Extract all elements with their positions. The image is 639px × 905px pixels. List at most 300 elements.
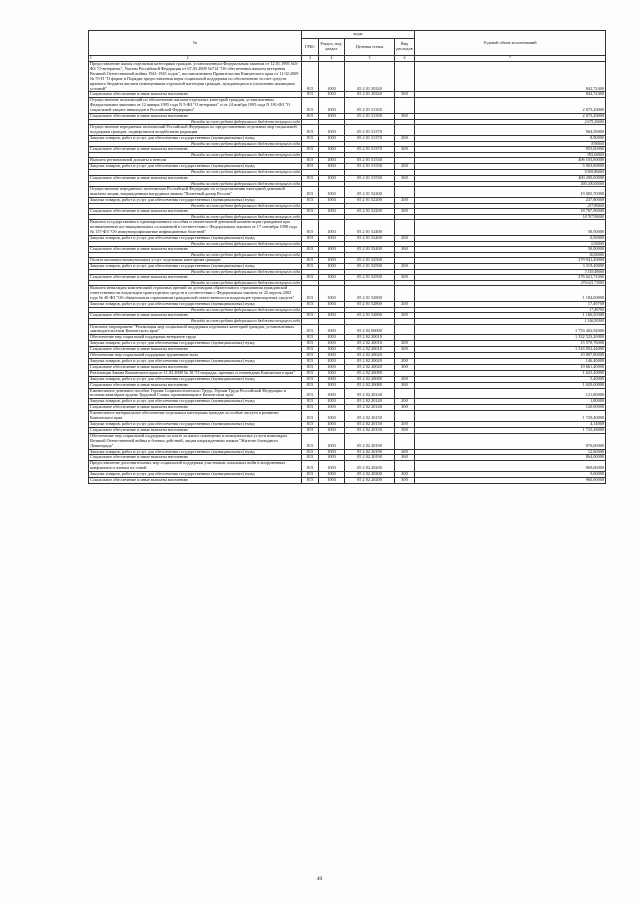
- page-number: 40: [316, 876, 323, 882]
- row-expense-type: 200: [395, 264, 415, 270]
- row-grbs: 815: [302, 313, 319, 319]
- row-amount: 18 767,90000: [415, 208, 606, 214]
- row-name: Обеспечение мер социальной поддержки по плате за жилое помещение и коммунальные услуги инвалидам Великой Отечественной войны и боевых действий, лицам награжденным знаком "Жителю блокадного Ленинграда": [89, 433, 302, 449]
- row-target-article: 05 2 02 20150: [345, 421, 395, 427]
- row-name: Социальное обеспечение и иные выплаты населению: [89, 275, 302, 281]
- row-expense-type: 200: [395, 421, 415, 427]
- table-row: [89, 433, 606, 449]
- row-amount: 1 729,40000: [415, 411, 606, 422]
- row-razdel: 1003: [319, 158, 345, 164]
- row-name: Расходы за счет средств федерального бюджета текущего года: [89, 241, 302, 246]
- row-name: Социальное обеспечение и иные выплаты населению: [89, 382, 302, 388]
- row-razdel: 1003: [319, 313, 345, 319]
- row-name: Закупка товаров, работ и услуг для обеспечения государственных (муниципальных) нужд: [89, 449, 302, 455]
- row-name: Социальное обеспечение и иные выплаты населению: [89, 478, 302, 484]
- row-amount: 12,60000: [415, 449, 606, 455]
- row-amount: 50,00000: [415, 246, 606, 252]
- row-amount: 876,60000: [415, 433, 606, 449]
- row-expense-type: [395, 186, 415, 197]
- row-grbs: 815: [302, 175, 319, 181]
- row-name: Основное мероприятие "Реализация мер социальной поддержки отдельных категорий граждан, установленных законодательством Камчатского края": [89, 324, 302, 335]
- row-amount: 18 767,90000: [415, 214, 606, 219]
- row-expense-type: 300: [395, 405, 415, 411]
- row-grbs: 815: [302, 208, 319, 214]
- row-grbs: 815: [302, 98, 319, 114]
- row-grbs: 815: [302, 405, 319, 411]
- row-target-article: 05 2 01 52400: [345, 220, 395, 236]
- table-body: [89, 62, 606, 484]
- budget-table: [88, 30, 606, 484]
- vr-header: Вид расходов: [395, 39, 415, 56]
- row-amount: 10 661,40000: [415, 364, 606, 370]
- row-grbs: 815: [302, 353, 319, 359]
- row-amount: 1 166,50300: [415, 319, 606, 324]
- row-name: Расходы за счет средств федерального бюджета текущего года: [89, 252, 302, 257]
- row-name: Расходы за счет средств федерального бюджета текущего года: [89, 119, 302, 124]
- row-target-article: 05 2 02 00000: [345, 324, 395, 335]
- row-amount: 2 675,20000: [415, 114, 606, 120]
- row-name: Выплата инвалидам компенсаций страховых премий по договорам обязательного страхования гражданской ответственности владельцев транспортных средств в соответствии с Федеральным законом от 25 апреля 2002 года № 40-ФЗ "Об обязательном страховании гражданской ответственности владельцев транспортных средств": [89, 286, 302, 302]
- row-expense-type: 300: [395, 175, 415, 181]
- row-target-article: 05 2 02 20020: [345, 353, 395, 359]
- row-grbs: 815: [302, 158, 319, 164]
- row-target-article: 05 2 02 20190: [345, 455, 395, 461]
- row-razdel: 1003: [319, 246, 345, 252]
- row-grbs: 815: [302, 347, 319, 353]
- row-expense-type: 200: [395, 302, 415, 308]
- row-grbs: 815: [302, 246, 319, 252]
- row-grbs: 815: [302, 235, 319, 241]
- row-name: Осуществление полномочий по обеспечению жильем отдельных категорий граждан, установленных Федеральными законами от 12 января 1995 года N 5-ФЗ "О ветеранах" и от 24 ноября 1995 года N 181-ФЗ "О социальной защите инвалидов в Российской Федерации": [89, 98, 302, 114]
- row-grbs: 815: [302, 382, 319, 388]
- row-amount: 1 725,26000: [415, 427, 606, 433]
- row-expense-type: 300: [395, 114, 415, 120]
- row-razdel: 1003: [319, 455, 345, 461]
- row-target-article: 05 2 02 20190: [345, 433, 395, 449]
- row-razdel: 1003: [319, 324, 345, 335]
- row-target-article: 05 2 01 52500: [345, 258, 395, 264]
- row-amount: 4,14000: [415, 421, 606, 427]
- row-amount: 1 332 523,20000: [415, 335, 606, 341]
- row-grbs: 815: [302, 136, 319, 142]
- row-expense-type: 200: [395, 136, 415, 142]
- row-amount: 964,50000: [415, 125, 606, 136]
- row-amount: 1 184,00000: [415, 286, 606, 302]
- row-name: Расходы за счет средств федерального бюджета текущего года: [89, 203, 302, 208]
- razdel-header: Раздел, под-раздел: [319, 39, 345, 56]
- row-name: Расходы за счет средств федерального бюджета текущего года: [89, 181, 302, 186]
- row-target-article: 05 2 01 20320: [345, 92, 395, 98]
- table-row: [89, 411, 606, 422]
- row-amount: 237,80000: [415, 197, 606, 203]
- row-grbs: 815: [302, 164, 319, 170]
- row-name: Расходы за счет средств федерального бюджета текущего года: [89, 153, 302, 158]
- row-target-article: 05 2 02 20010: [345, 347, 395, 353]
- row-grbs: 815: [302, 286, 319, 302]
- row-razdel: 1003: [319, 164, 345, 170]
- row-grbs: 815: [302, 478, 319, 484]
- row-grbs: 815: [302, 449, 319, 455]
- cs-header: Целевая статья: [345, 39, 395, 56]
- row-target-article: 05 2 02 20010: [345, 335, 395, 341]
- budget-document-page: [88, 30, 605, 484]
- row-target-article: 05 2 02 20010: [345, 341, 395, 347]
- row-grbs: 815: [302, 341, 319, 347]
- row-razdel: 1003: [319, 427, 345, 433]
- row-target-article: 05 2 01 20320: [345, 62, 395, 92]
- row-amount: 237,80000: [415, 203, 606, 208]
- row-name: Закупка товаров, работ и услуг для обеспечения государственных (муниципальных) нужд: [89, 341, 302, 347]
- row-amount: 2 675,20000: [415, 98, 606, 114]
- row-amount: 120,00000: [415, 405, 606, 411]
- row-grbs: 815: [302, 370, 319, 376]
- row-grbs: 815: [302, 427, 319, 433]
- row-name: Социальное обеспечение и иные выплаты населению: [89, 175, 302, 181]
- row-grbs: 815: [302, 433, 319, 449]
- row-expense-type: 200: [395, 449, 415, 455]
- row-amount: 1 166,50300: [415, 313, 606, 319]
- row-amount: 5 903,80000: [415, 164, 606, 170]
- row-target-article: 05 2 02 20020: [345, 364, 395, 370]
- row-target-article: 05 2 02 20080: [345, 376, 395, 382]
- row-expense-type: 300: [395, 455, 415, 461]
- row-amount: 121,80000: [415, 388, 606, 399]
- row-amount: 400 200,00000: [415, 181, 606, 186]
- row-name: Закупка товаров, работ и услуг для обеспечения государственных (муниципальных) нужд: [89, 472, 302, 478]
- row-name: Социальное обеспечение и иные выплаты населению: [89, 364, 302, 370]
- row-grbs: 815: [302, 264, 319, 270]
- row-name: Социальное обеспечение и иные выплаты населению: [89, 405, 302, 411]
- row-name: Расходы за счет средств федерального бюджета текущего года: [89, 319, 302, 324]
- row-expense-type: 200: [395, 472, 415, 478]
- row-name: Выплата государственного единовременного пособия и ежемесячной денежной компенсации гражданам при возникновении поствакцинальных осложнений в соответствии с Федеральным законом от 17 сентября 1998 года № 157-ФЗ "Об иммунопрофилактике инфекционных болезней": [89, 220, 302, 236]
- row-name: Предоставление дополнительных мер социальной поддержки участникам локальных войн и вооруженных конфликтов и членам их семей: [89, 461, 302, 472]
- column-number-2: 2: [186, 56, 189, 61]
- row-amount: 276 621,71000: [415, 275, 606, 281]
- row-razdel: 1003: [319, 125, 345, 136]
- row-target-article: 05 2 02 20140: [345, 388, 395, 399]
- row-razdel: 1003: [319, 461, 345, 472]
- row-target-article: 05 2 01 51370: [345, 125, 395, 136]
- row-name: Ежемесячное материальное обеспечение отдельным категориям граждан за особые заслуги в развитии Камчатского края: [89, 411, 302, 422]
- row-name: Закупка товаров, работ и услуг для обеспечения государственных (муниципальных) нужд: [89, 235, 302, 241]
- row-target-article: 05 2 01 52800: [345, 302, 395, 308]
- row-razdel: 1003: [319, 353, 345, 359]
- row-grbs: 815: [302, 335, 319, 341]
- row-target-article: 05 2 02 20140: [345, 399, 395, 405]
- table-row: [89, 62, 606, 92]
- row-expense-type: [395, 433, 415, 449]
- row-grbs: 815: [302, 114, 319, 120]
- row-expense-type: 300: [395, 364, 415, 370]
- table-header: [89, 31, 606, 62]
- row-expense-type: 300: [395, 347, 415, 353]
- table-row: [89, 98, 606, 114]
- row-amount: 8,90000: [415, 136, 606, 142]
- row-razdel: 1003: [319, 364, 345, 370]
- row-expense-type: 200: [395, 399, 415, 405]
- row-amount: 842,72400: [415, 62, 606, 92]
- row-name: Социальное обеспечение и иные выплаты населению: [89, 347, 302, 353]
- row-expense-type: [395, 286, 415, 302]
- row-expense-type: 300: [395, 313, 415, 319]
- row-expense-type: [395, 62, 415, 92]
- column-number-7: 7: [415, 56, 606, 62]
- num-header: №: [89, 31, 302, 56]
- row-name: Закупка товаров, работ и услуг для обеспечения государственных (муниципальных) нужд: [89, 302, 302, 308]
- row-name: Социальное обеспечение и иные выплаты населению: [89, 246, 302, 252]
- grbs-header: ГРБС: [302, 39, 319, 56]
- row-amount: 19 005,70000: [415, 186, 606, 197]
- row-grbs: 815: [302, 376, 319, 382]
- row-name: Закупка товаров, работ и услуг для обеспечения государственных (муниципальных) нужд: [89, 359, 302, 365]
- row-target-article: 05 2 02 20190: [345, 449, 395, 455]
- column-number-4: 4: [319, 56, 345, 62]
- row-amount: 5,40000: [415, 376, 606, 382]
- row-name: Социальное обеспечение и иные выплаты населению: [89, 208, 302, 214]
- row-amount: 969,60000: [415, 461, 606, 472]
- row-expense-type: 300: [395, 427, 415, 433]
- row-expense-type: [395, 125, 415, 136]
- row-amount: 3 319,49000: [415, 264, 606, 270]
- row-name: Закупка товаров, работ и услуг для обеспечения государственных (муниципальных) нужд: [89, 164, 302, 170]
- row-name: Закупка товаров, работ и услуг для обеспечения государственных (муниципальных) нужд: [89, 264, 302, 270]
- row-expense-type: 300: [395, 382, 415, 388]
- row-grbs: 815: [302, 359, 319, 365]
- row-name: Социальное обеспечение и иные выплаты населению: [89, 114, 302, 120]
- row-razdel: 1003: [319, 286, 345, 302]
- row-grbs: 815: [302, 421, 319, 427]
- row-name: Реализация Закона Камчатского края от 11.03.2008 № 18 "О наградах, премиях и стипендиях Камчатского края": [89, 370, 302, 376]
- row-target-article: 05 2 02 20020: [345, 359, 395, 365]
- row-razdel: 1003: [319, 147, 345, 153]
- row-expense-type: 200: [395, 376, 415, 382]
- row-amount: 5 903,80000: [415, 170, 606, 175]
- row-grbs: 815: [302, 197, 319, 203]
- row-grbs: 815: [302, 275, 319, 281]
- row-razdel: 1003: [319, 186, 345, 197]
- row-razdel: 1003: [319, 92, 345, 98]
- row-grbs: 815: [302, 92, 319, 98]
- row-amount: 864,00000: [415, 455, 606, 461]
- row-expense-type: [395, 388, 415, 399]
- row-name: Закупка товаров, работ и услуг для обеспечения государственных (муниципальных) нужд: [89, 399, 302, 405]
- row-expense-type: 300: [395, 147, 415, 153]
- row-amount: 17,49700: [415, 308, 606, 313]
- row-razdel: 1003: [319, 472, 345, 478]
- row-razdel: 1003: [319, 347, 345, 353]
- row-expense-type: 300: [395, 478, 415, 484]
- row-amount: 146,40000: [415, 359, 606, 365]
- row-target-article: 05 2 01 51350: [345, 98, 395, 114]
- row-expense-type: 300: [395, 92, 415, 98]
- row-razdel: 1003: [319, 175, 345, 181]
- row-grbs: 815: [302, 364, 319, 370]
- row-amount: 0,50000: [415, 235, 606, 241]
- row-grbs: 815: [302, 302, 319, 308]
- row-name: Социальное обеспечение и иные выплаты населению: [89, 427, 302, 433]
- row-target-article: 05 2 01 52200: [345, 208, 395, 214]
- row-grbs: 815: [302, 388, 319, 399]
- row-target-article: 05 2 01 51370: [345, 147, 395, 153]
- row-target-article: 05 2 01 51350: [345, 114, 395, 120]
- table-row: [89, 220, 606, 236]
- row-razdel: 1003: [319, 275, 345, 281]
- row-name: Обеспечение мер социальной поддержки ветеранов труда: [89, 335, 302, 341]
- row-target-article: 05 2 02 20200: [345, 461, 395, 472]
- row-razdel: 1003: [319, 421, 345, 427]
- row-razdel: 1003: [319, 411, 345, 422]
- row-grbs: 815: [302, 62, 319, 92]
- row-target-article: 05 2 01 52200: [345, 186, 395, 197]
- row-amount: 50,50000: [415, 220, 606, 236]
- table-row: [89, 324, 606, 335]
- row-name: Закупка товаров, работ и услуг для обеспечения государственных (муниципальных) нужд: [89, 197, 302, 203]
- row-amount: 1 620,00000: [415, 382, 606, 388]
- row-amount: 406 103,80000: [415, 158, 606, 164]
- row-amount: 1 625,40000: [415, 370, 606, 376]
- row-amount: 15 570,76000: [415, 341, 606, 347]
- row-grbs: 815: [302, 147, 319, 153]
- row-razdel: 1003: [319, 98, 345, 114]
- row-expense-type: 200: [395, 359, 415, 365]
- row-amount: 400 200,00000: [415, 175, 606, 181]
- row-name: Социальное обеспечение и иные выплаты населению: [89, 313, 302, 319]
- row-razdel: 1003: [319, 382, 345, 388]
- row-name: Осуществление переданных полномочий Российской Федерации по предоставлению отдельных мер социальной поддержки граждан, подвергшихся воздействию радиации: [89, 125, 302, 136]
- row-name: Закупка товаров, работ и услуг для обеспечения государственных (муниципальных) нужд: [89, 421, 302, 427]
- row-expense-type: 200: [395, 197, 415, 203]
- row-target-article: 05 2 01 52500: [345, 275, 395, 281]
- table-row: [89, 286, 606, 302]
- row-target-article: 05 2 02 20080: [345, 382, 395, 388]
- row-name: Расходы за счет средств федерального бюджета текущего года: [89, 281, 302, 286]
- row-grbs: 815: [302, 324, 319, 335]
- row-amount: 1 316 952,44000: [415, 347, 606, 353]
- row-razdel: 1003: [319, 62, 345, 92]
- row-amount: 842,72400: [415, 92, 606, 98]
- row-amount: 279 941,20000: [415, 258, 606, 264]
- row-expense-type: [395, 461, 415, 472]
- row-razdel: 1003: [319, 114, 345, 120]
- row-grbs: 815: [302, 220, 319, 236]
- row-grbs: 815: [302, 411, 319, 422]
- column-number-6: 6: [395, 56, 415, 62]
- row-amount: 8,90000: [415, 141, 606, 146]
- column-number-1: 1: [90, 56, 92, 61]
- row-name: Обеспечение мер социальной поддержки тружеников тыла: [89, 353, 302, 359]
- row-expense-type: 300: [395, 208, 415, 214]
- row-grbs: 815: [302, 399, 319, 405]
- row-target-article: 05 2 02 20140: [345, 405, 395, 411]
- table-row: [89, 125, 606, 136]
- row-razdel: 1003: [319, 264, 345, 270]
- row-target-article: 05 2 02 20150: [345, 427, 395, 433]
- row-target-article: 05 2 01 52800: [345, 286, 395, 302]
- column-number-5: 5: [345, 56, 395, 62]
- row-amount: 50,00000: [415, 252, 606, 257]
- row-amount: 2 675,20000: [415, 119, 606, 124]
- row-expense-type: [395, 411, 415, 422]
- row-target-article: 05 2 01 51530: [345, 175, 395, 181]
- table-row: [89, 388, 606, 399]
- row-razdel: 1003: [319, 388, 345, 399]
- table-row: [89, 461, 606, 472]
- row-target-article: 05 2 01 51530: [345, 164, 395, 170]
- row-target-article: 05 2 01 52800: [345, 313, 395, 319]
- row-target-article: 05 2 01 52400: [345, 246, 395, 252]
- row-razdel: 1003: [319, 376, 345, 382]
- row-name: Закупка товаров, работ и услуг для обеспечения государственных (муниципальных) нужд: [89, 376, 302, 382]
- row-grbs: 815: [302, 455, 319, 461]
- row-expense-type: [395, 220, 415, 236]
- row-target-article: 05 2 02 20200: [345, 472, 395, 478]
- row-name: Осуществление переданного полномочия Российской Федерации по осуществлению ежегодной денежной выплаты лицам, награжденным нагрудным знаком "Почетный донор России": [89, 186, 302, 197]
- table-row: [89, 186, 606, 197]
- row-razdel: 1003: [319, 405, 345, 411]
- row-name: Расходы за счет средств федерального бюджета текущего года: [89, 214, 302, 219]
- row-razdel: 1003: [319, 235, 345, 241]
- row-razdel: 1003: [319, 449, 345, 455]
- row-name: Расходы за счет средств федерального бюджета текущего года: [89, 170, 302, 175]
- row-razdel: 1003: [319, 341, 345, 347]
- row-name: Расходы за счет средств федерального бюджета текущего года: [89, 141, 302, 146]
- row-name: Оплата жилищно-коммунальных услуг отдельным категориям граждан: [89, 258, 302, 264]
- row-amount: 955,60000: [415, 147, 606, 153]
- row-grbs: 815: [302, 258, 319, 264]
- table-row: [89, 478, 606, 484]
- row-amount: 1 733 402,92000: [415, 324, 606, 335]
- row-expense-type: [395, 98, 415, 114]
- row-razdel: 1003: [319, 478, 345, 484]
- row-target-article: 05 2 01 51530: [345, 158, 395, 164]
- row-name: Социальное обеспечение и иные выплаты населению: [89, 92, 302, 98]
- row-razdel: 1003: [319, 258, 345, 264]
- row-expense-type: 300: [395, 246, 415, 252]
- row-expense-type: 200: [395, 164, 415, 170]
- row-razdel: 1003: [319, 433, 345, 449]
- row-amount: 1,80000: [415, 399, 606, 405]
- row-amount: 955,60000: [415, 153, 606, 158]
- codes-group-header: коды: [302, 31, 415, 39]
- row-name: Расходы за счет средств федерального бюджета текущего года: [89, 269, 302, 274]
- column-number-3: 3: [302, 56, 319, 62]
- row-target-article: 05 2 01 52200: [345, 197, 395, 203]
- row-target-article: 05 2 01 51370: [345, 136, 395, 142]
- row-name: Социальное обеспечение и иные выплаты населению: [89, 455, 302, 461]
- row-target-article: 05 2 01 52500: [345, 264, 395, 270]
- row-amount: 17,49700: [415, 302, 606, 308]
- row-name: Предоставление жилья отдельным категориям граждан, установленным Федеральным законом от 12.01.1995 №5-ФЗ "О ветеранах", Указом Российской Федерации от 07.05.2008 №714 "Об обеспечении жильем ветеранов Великой Отечественной войны 1941-1945 годов", постановлением Правительства Камчатского края от 11.02.2009 № 70-П "О форме и Порядке предоставления меры социальной поддержки по обеспечению за счет средств краевого бюджета жильем помещениями отдельной категории граждан, нуждающихся в улучшении жилищных условий": [89, 62, 302, 92]
- row-expense-type: 300: [395, 275, 415, 281]
- row-grbs: 815: [302, 472, 319, 478]
- row-razdel: 1003: [319, 335, 345, 341]
- row-grbs: 815: [302, 186, 319, 197]
- row-amount: 960,00000: [415, 478, 606, 484]
- row-grbs: 815: [302, 461, 319, 472]
- row-expense-type: 200: [395, 341, 415, 347]
- row-amount: 276 621,71000: [415, 281, 606, 286]
- row-amount: 9,60000: [415, 472, 606, 478]
- row-amount: 0,50000: [415, 241, 606, 246]
- row-razdel: 1003: [319, 359, 345, 365]
- row-razdel: 1003: [319, 370, 345, 376]
- row-target-article: 05 2 01 52400: [345, 235, 395, 241]
- row-name: Выплата региональной доплаты к пенсии: [89, 158, 302, 164]
- row-expense-type: 200: [395, 235, 415, 241]
- row-grbs: 815: [302, 125, 319, 136]
- row-amount: 3 319,49000: [415, 269, 606, 274]
